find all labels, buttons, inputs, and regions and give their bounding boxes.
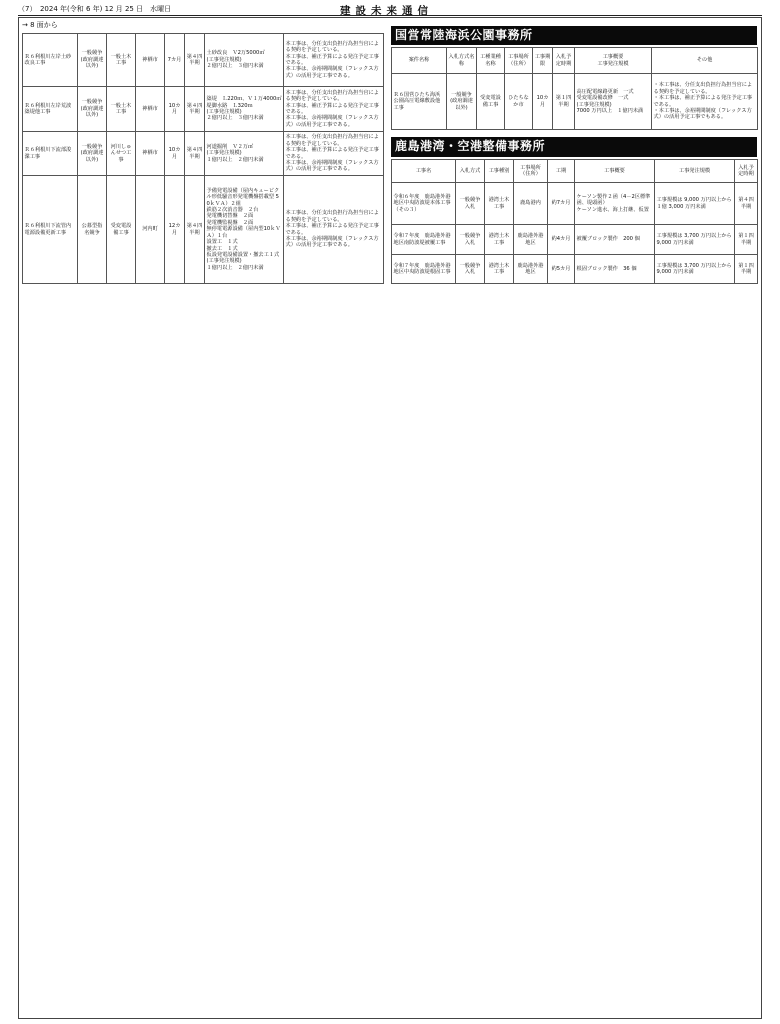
project-name: Ｒ６利根川下流管内電源設備更新工事 — [23, 176, 78, 284]
work-category: 一般土木工事 — [107, 34, 136, 87]
work-period: 約4カ月 — [548, 225, 575, 255]
column-header: その他 — [652, 48, 758, 74]
other-notes: 本工事は、分任支出負担行為担当官による契約を予定している。 本工事は、補正予算による発注予定工事である。 本工事は、余裕期間制度（フレックス方式）の活用予定工事である。 — [284, 132, 384, 176]
work-category: 港湾土木工事 — [485, 255, 514, 284]
work-period: 約5カ月 — [548, 255, 575, 284]
continued-note: → 8 面から — [22, 21, 58, 29]
work-category: 港湾土木工事 — [485, 183, 514, 225]
work-period: 10カ月 — [165, 87, 185, 132]
work-category: 港湾土木工事 — [485, 225, 514, 255]
bid-method: 一般競争(政府調達以外) — [78, 132, 107, 176]
table-row — [23, 132, 384, 176]
bid-method: 一般競争入札 — [456, 183, 485, 225]
project-name: Ｒ６利根川左岸土砂改良工事 — [23, 34, 78, 87]
column-header: 入札方式 — [456, 160, 485, 183]
work-summary: 被覆ブロック製作 200 個 — [575, 225, 655, 255]
other-notes: 本工事は、分任支出負担行為担当官による契約を予定している。 本工事は、補正予算による発注予定工事である。 本工事は、余裕期間制度（フレックス方式）の活用予定工事である。 — [284, 34, 384, 87]
bid-timing: 第１四半期 — [735, 225, 758, 255]
column-header: 工事名 — [392, 160, 456, 183]
column-header: 工種業種名称 — [477, 48, 505, 74]
header-rule — [18, 15, 762, 16]
work-location: 鹿島港内 — [514, 183, 548, 225]
other-notes: 本工事は、分任支出負担行為担当官による契約を予定している。 本工事は、補正予算による発注予定工事である。 本工事は、余裕期間制度（フレックス方式）の活用予定工事である。 — [284, 87, 384, 132]
work-summary: ケーソン製作２函（4－2区標準函、堤頭函） ケーソン進水、海上打継、仮置 — [575, 183, 655, 225]
hitachi-park-table — [391, 47, 758, 130]
work-summary: 根固ブロック製作 36 個 — [575, 255, 655, 284]
left-project-table — [22, 33, 384, 284]
bid-timing: 第４四半期 — [185, 132, 205, 176]
table-row — [23, 87, 384, 132]
work-scale: 工事規模は 3,700 万円以上から 9,000 万円未満 — [655, 225, 735, 255]
bid-method: 一般競争(政府調達以外) — [78, 87, 107, 132]
column-header: 工期 — [548, 160, 575, 183]
work-category: 一般土木工事 — [107, 87, 136, 132]
bid-timing: 第４四半期 — [185, 176, 205, 284]
table-row — [392, 255, 758, 284]
work-category: 受変電設備工事 — [107, 176, 136, 284]
work-location: 鹿島港外港地区 — [514, 225, 548, 255]
work-location: 鹿島港外港地区 — [514, 255, 548, 284]
work-period: 7カ月 — [165, 34, 185, 87]
work-summary: 河道掘削 Ｖ２万㎥ (工事発注規模) １億円以上 ２億円未満 — [205, 132, 284, 176]
work-period: 12カ月 — [165, 176, 185, 284]
bid-method: 公募型指名競争 — [78, 176, 107, 284]
work-period: 約7カ月 — [548, 183, 575, 225]
other-notes: ・本工事は、分任支出負担行為担当官による契約を予定している。 ・本工事は、補正予算による発注予定工事である。 ・本工事は、余裕期間制度（フレックス方式）の活用予定工事でもある。 — [652, 74, 758, 130]
work-summary: 高圧配電線路更新 一式 受変電設備改修 一式 (工事発注規模) 7000 万円以上 １億円未満 — [575, 74, 652, 130]
work-period: 10カ月 — [165, 132, 185, 176]
bid-method: 一般競争(政府調達以外) — [78, 34, 107, 87]
bid-timing: 第１四半期 — [735, 255, 758, 284]
column-header: 工事概要 — [575, 160, 655, 183]
bid-timing: 第１四半期 — [553, 74, 575, 130]
bid-timing: 第４四半期 — [735, 183, 758, 225]
project-name: 令和７年度 鹿島港外港地区南防波堤被覆工事 — [392, 225, 456, 255]
bid-method: 一般競争入札 — [456, 225, 485, 255]
work-location: ひたちなか市 — [505, 74, 533, 130]
column-header: 工事概要 工事発注規模 — [575, 48, 652, 74]
table-header-row — [392, 160, 758, 183]
section-title-kashima-port: 鹿島港湾・空港整備事務所 — [391, 137, 757, 157]
project-name: Ｒ６利根川左岸荒波築堤他工事 — [23, 87, 78, 132]
column-header: 案件名称 — [392, 48, 447, 74]
work-summary: 土砂改良 Ｖ2万5000㎥ (工事発注規模) ２億円以上 ３億円未満 — [205, 34, 284, 87]
column-header: 工事発注規模 — [655, 160, 735, 183]
project-name: 令和７年度 鹿島港外港地区中央防波堤根固工事 — [392, 255, 456, 284]
table-row — [392, 74, 758, 130]
work-scale: 工事規模は 3,700 万円以上から 9,000 万円未満 — [655, 255, 735, 284]
work-category: 河川しゅんせつ工事 — [107, 132, 136, 176]
table-row — [392, 183, 758, 225]
column-header: 工事期限 — [533, 48, 553, 74]
other-notes: 本工事は、分任支出負担行為担当官による契約を予定している。 本工事は、補正予算による発注予定工事である。 本工事は、余裕期間制度（フレックス方式）の活用予定工事である。 — [284, 176, 384, 284]
bid-timing: 第４四半期 — [185, 34, 205, 87]
page-info: （7） 2024 年(令和 6 年) 12 月 25 日 水曜日 — [18, 5, 172, 13]
column-header: 入札予定時期 — [735, 160, 758, 183]
column-header: 入札方式名称 — [447, 48, 477, 74]
work-summary: 予備発電設備（屋内キュービクル形低騒音形発電機盤搭載型 50ｋＶＡ）２組 鉄筋２次消音器 ２台 発電機切替盤 ２面 発電機監視盤 ２面 無停電電源設備（屋内型10ｋＶＡ）１台 設置工 １式 撤去工 １式 仮設発電設備設置・撤去工１式 (工事発注規模) １億円以上 ２億円未満 — [205, 176, 284, 284]
bid-timing: 第４四半期 — [185, 87, 205, 132]
bid-method: 一般競争入札 — [456, 255, 485, 284]
work-location: 神栖市 — [136, 132, 165, 176]
work-location: 神栖市 — [136, 87, 165, 132]
project-name: 令和６年度 鹿島港外港地区中央防波堤本体工事（その３） — [392, 183, 456, 225]
column-header: 工事場所（住所） — [514, 160, 548, 183]
work-location: 河内町 — [136, 176, 165, 284]
paper-name: 建設未来通信 — [340, 5, 433, 17]
section-title-hitachi-park: 国営常陸海浜公園事務所 — [391, 26, 757, 45]
project-name: Ｒ６国営ひたち海浜公園高圧電線敷設他工事 — [392, 74, 447, 130]
work-location: 神栖市 — [136, 34, 165, 87]
work-summary: 築堤 Ｌ220ｍ、Ｖ１万4000㎥ 堤脚水路 Ｌ320ｍ (工事発注規模) ２億円以上 ３億円未満 — [205, 87, 284, 132]
kashima-port-table — [391, 159, 758, 284]
table-row — [23, 34, 384, 87]
project-name: Ｒ６利根川下流部浚渫工事 — [23, 132, 78, 176]
work-period: 10カ月 — [533, 74, 553, 130]
column-header: 工事種別 — [485, 160, 514, 183]
table-row — [23, 176, 384, 284]
column-header: 工事場所（住所） — [505, 48, 533, 74]
work-scale: 工事規模は 9,000 万円以上から１億 3,000 万円未満 — [655, 183, 735, 225]
work-category: 受変電設備工事 — [477, 74, 505, 130]
bid-method: 一般競争(政府調達以外) — [447, 74, 477, 130]
table-header-row — [392, 48, 758, 74]
column-header: 入札予定時期 — [553, 48, 575, 74]
table-row — [392, 225, 758, 255]
